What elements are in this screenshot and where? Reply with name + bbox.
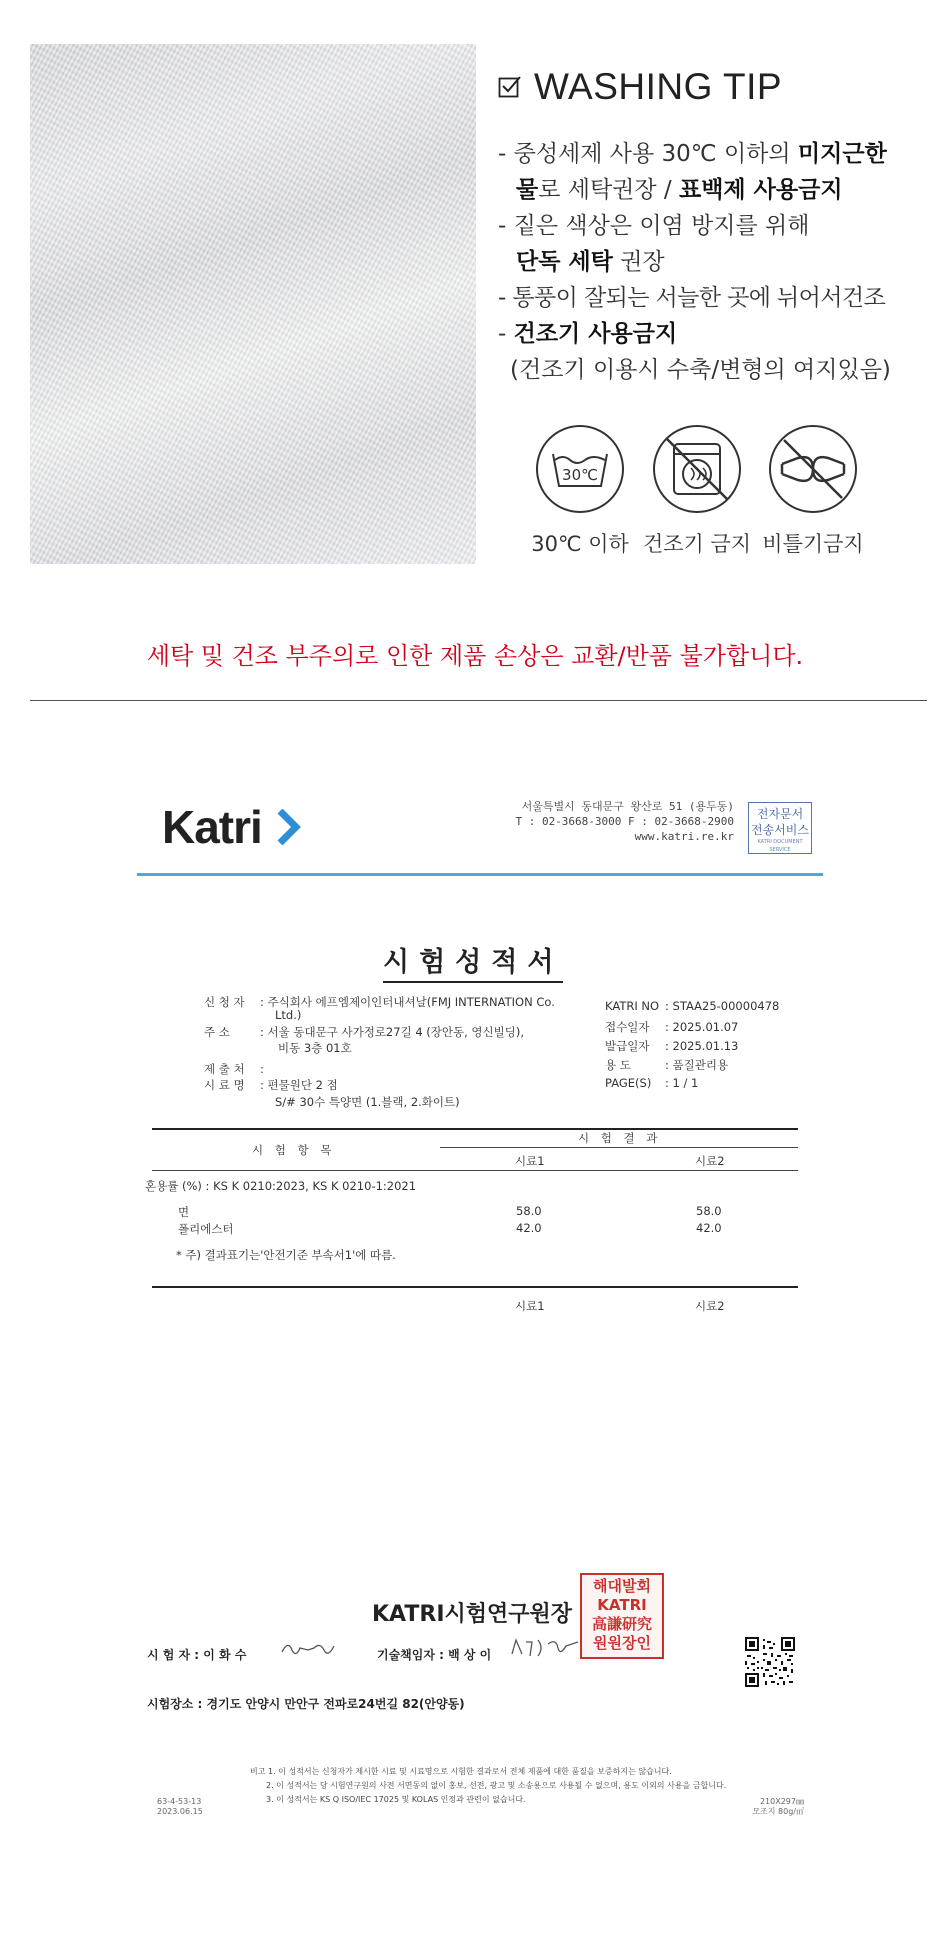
tip-line bbox=[498, 172, 938, 208]
seal-line: 高謙研究 bbox=[591, 1615, 652, 1633]
seal-line: KATRI bbox=[597, 1596, 647, 1614]
info-key: 발급일자 bbox=[605, 1039, 650, 1053]
warning-text: 세탁 및 건조 부주의로 인한 제품 손상은 교환/반품 불가합니다. bbox=[146, 642, 804, 670]
paper-type-line: 모조지 80g/㎡ bbox=[752, 1807, 804, 1816]
wash-30-icon bbox=[535, 424, 625, 514]
note-line: 3. 이 성적서는 KS Q ISO/IEC 17025 및 KOLAS 인정과 관련이 없습니다. bbox=[266, 1795, 526, 1804]
washing-tips bbox=[498, 136, 938, 388]
sample-row: 시 료 명 : 편물원단 2 점 bbox=[204, 1078, 338, 1092]
washing-tip-title-text: WASHING TIP bbox=[534, 66, 783, 107]
address-row-cont: 비동 3층 01호 bbox=[278, 1041, 352, 1055]
paper-size bbox=[740, 1797, 804, 1817]
tip-text: - 통풍이 잘되는 서늘한 곳에 뉘어서건조 bbox=[498, 285, 886, 311]
fabric-swatch-image bbox=[30, 44, 476, 564]
maker-label: 제 출 처 bbox=[204, 1062, 245, 1076]
maker-row: 제 출 처 : bbox=[204, 1062, 264, 1076]
tip-bold: 물 bbox=[516, 177, 539, 203]
table-bottom-rule bbox=[152, 1286, 798, 1288]
tip-text: 로 세탁권장 / bbox=[538, 177, 679, 203]
info-value: : 1 / 1 bbox=[665, 1076, 699, 1090]
paper-size-line: 210X297㎜ bbox=[759, 1797, 804, 1806]
tip-text: - bbox=[498, 321, 514, 347]
certificate-notes bbox=[250, 1765, 726, 1807]
tip-text: (건조기 이용시 수축/변형의 여지있음) bbox=[510, 357, 891, 383]
result-header-rule bbox=[440, 1147, 798, 1148]
note-line: 2. 이 성적서는 당 시험연구원의 사전 서면동의 없이 홍보, 선전, 광고 및 소송용으로 사용될 수 없으며, 용도 이외의 사용을 금합니다. bbox=[266, 1781, 727, 1790]
test-method: 혼용률 (%) : KS K 0210:2023, KS K 0210-1:2021 bbox=[145, 1179, 417, 1193]
address-value: 서울 동대문구 사가정로27길 4 (장안동, 영신빌딩), bbox=[267, 1025, 525, 1039]
address-line: 서울특별시 동대문구 왕산로 51 (용두동) bbox=[521, 800, 734, 813]
katri-address bbox=[470, 799, 734, 844]
website-line: www.katri.re.kr bbox=[634, 830, 734, 843]
washing-tip-title bbox=[498, 66, 782, 108]
test-location: 시험장소 : 경기도 안양시 만안구 전파로24번길 82(안양동) bbox=[147, 1697, 465, 1711]
tip-line bbox=[498, 280, 938, 316]
e-doc-line: 전송서비스 bbox=[751, 823, 809, 837]
row-name-cotton: 면 bbox=[178, 1205, 190, 1219]
table-note: * 주) 결과표기는'안전기준 부속서1'에 따름. bbox=[176, 1248, 396, 1262]
info-value: : 2025.01.13 bbox=[665, 1039, 739, 1053]
divider bbox=[30, 700, 927, 701]
qr-code bbox=[745, 1637, 795, 1687]
purpose-row bbox=[605, 1057, 728, 1073]
tip-line bbox=[498, 244, 938, 280]
sample-row-cont: S/# 30수 특양면 (1.블랙, 2.화이트) bbox=[275, 1095, 460, 1109]
no-wring-icon bbox=[768, 424, 858, 514]
footer-sample2: 시료2 bbox=[695, 1299, 725, 1313]
katri-logo bbox=[162, 800, 306, 854]
applicant-row: 신 청 자 : 주식회사 에프엠제이인터내셔날(FMJ INTERNATION Co. bbox=[204, 995, 555, 1009]
row-name-polyester: 폴리에스터 bbox=[178, 1222, 234, 1236]
footer-sample1: 시료1 bbox=[515, 1299, 545, 1313]
katri-logo-text: Katri bbox=[162, 801, 262, 853]
applicant-value: 주식회사 에프엠제이인터내셔날(FMJ INTERNATION Co. bbox=[267, 995, 555, 1009]
tip-text: - 중성세제 사용 30℃ 이하의 bbox=[498, 141, 798, 167]
tip-text: - 짙은 색상은 이염 방지를 위해 bbox=[498, 213, 810, 239]
tech-manager-label: 기술책임자 : 백 상 이 bbox=[377, 1648, 492, 1662]
form-date-line: 2023.06.15 bbox=[157, 1807, 203, 1816]
info-key: 접수일자 bbox=[605, 1020, 650, 1034]
test-result-header: 시 험 결 과 bbox=[578, 1131, 662, 1145]
care-label-wring: 비틀기금지 bbox=[762, 532, 864, 556]
tip-bold: 미지근한 bbox=[797, 141, 887, 167]
received-date-row bbox=[605, 1019, 738, 1035]
tip-text: 권장 bbox=[612, 249, 665, 275]
katri-no-row bbox=[605, 998, 779, 1014]
col-sample2: 시료2 bbox=[695, 1154, 725, 1168]
info-key: 용 도 bbox=[605, 1058, 631, 1072]
care-label-wash: 30℃ 이하 bbox=[531, 532, 629, 556]
info-value: : 2025.01.07 bbox=[665, 1020, 739, 1034]
header-rule bbox=[137, 873, 823, 876]
info-key: PAGE(S) bbox=[605, 1076, 652, 1090]
test-item-header: 시 험 항 목 bbox=[252, 1143, 336, 1157]
tip-bold: 표백제 사용금지 bbox=[679, 177, 843, 203]
col-sample1: 시료1 bbox=[515, 1154, 545, 1168]
e-doc-line: 전자문서 bbox=[756, 807, 804, 821]
tip-bold: 단독 세탁 bbox=[516, 249, 613, 275]
no-tumble-dry-icon bbox=[652, 424, 742, 514]
row-polyester-v2: 42.0 bbox=[696, 1221, 722, 1235]
e-document-stamp bbox=[748, 802, 812, 854]
official-seal bbox=[580, 1573, 664, 1659]
address-row: 주 소 : 서울 동대문구 사가정로27길 4 (장안동, 영신빌딩), bbox=[204, 1025, 525, 1039]
info-key: KATRI NO bbox=[605, 999, 660, 1013]
table-top-rule bbox=[152, 1128, 798, 1130]
applicant-label: 신 청 자 bbox=[204, 995, 245, 1009]
address-label: 주 소 bbox=[204, 1025, 230, 1039]
seal-line: 원원장인 bbox=[593, 1634, 651, 1652]
table-header-rule bbox=[152, 1170, 798, 1171]
tech-manager-signature bbox=[508, 1634, 582, 1660]
row-cotton-v1: 58.0 bbox=[516, 1204, 542, 1218]
tip-bold: 건조기 사용금지 bbox=[513, 321, 678, 347]
tester-signature bbox=[278, 1636, 338, 1662]
issuer-name: KATRI시험연구원장 bbox=[372, 1602, 573, 1627]
row-cotton-v2: 58.0 bbox=[696, 1204, 722, 1218]
note-line: 비고 1. 이 성적서는 신청자가 제시한 시료 및 시료명으로 시험한 결과로서 전체 제품에 대한 품질을 보증하지는 않습니다. bbox=[250, 1767, 672, 1776]
info-value: : STAA25-00000478 bbox=[665, 999, 780, 1013]
checkbox-icon bbox=[498, 75, 522, 99]
wash-temp-text: 30℃ bbox=[562, 466, 598, 484]
info-value: : 품질관리용 bbox=[665, 1058, 729, 1072]
care-label-dryer: 건조기 금지 bbox=[642, 532, 752, 556]
issued-date-row bbox=[605, 1038, 738, 1054]
certificate-title: 시험성적서 bbox=[383, 940, 563, 983]
form-number bbox=[157, 1797, 203, 1817]
row-polyester-v1: 42.0 bbox=[516, 1221, 542, 1235]
phone-line: T : 02-3668-3000 F : 02-3668-2900 bbox=[515, 815, 734, 828]
sample-label: 시 료 명 bbox=[204, 1078, 245, 1092]
sample-value: 편물원단 2 점 bbox=[267, 1078, 338, 1092]
tip-line bbox=[498, 352, 938, 388]
chevron-right-icon bbox=[276, 809, 306, 845]
tip-line bbox=[498, 136, 938, 172]
tip-line bbox=[498, 208, 938, 244]
form-no-line: 63-4-53-13 bbox=[157, 1797, 202, 1806]
seal-line: 해대발회 bbox=[593, 1577, 651, 1595]
pages-row bbox=[605, 1075, 698, 1091]
applicant-row-cont: Ltd.) bbox=[275, 1008, 302, 1022]
e-doc-small: KATRI DOCUMENT SERVICE bbox=[757, 839, 803, 853]
tester-label: 시 험 자 : 이 화 수 bbox=[147, 1648, 247, 1662]
tip-line bbox=[498, 316, 938, 352]
